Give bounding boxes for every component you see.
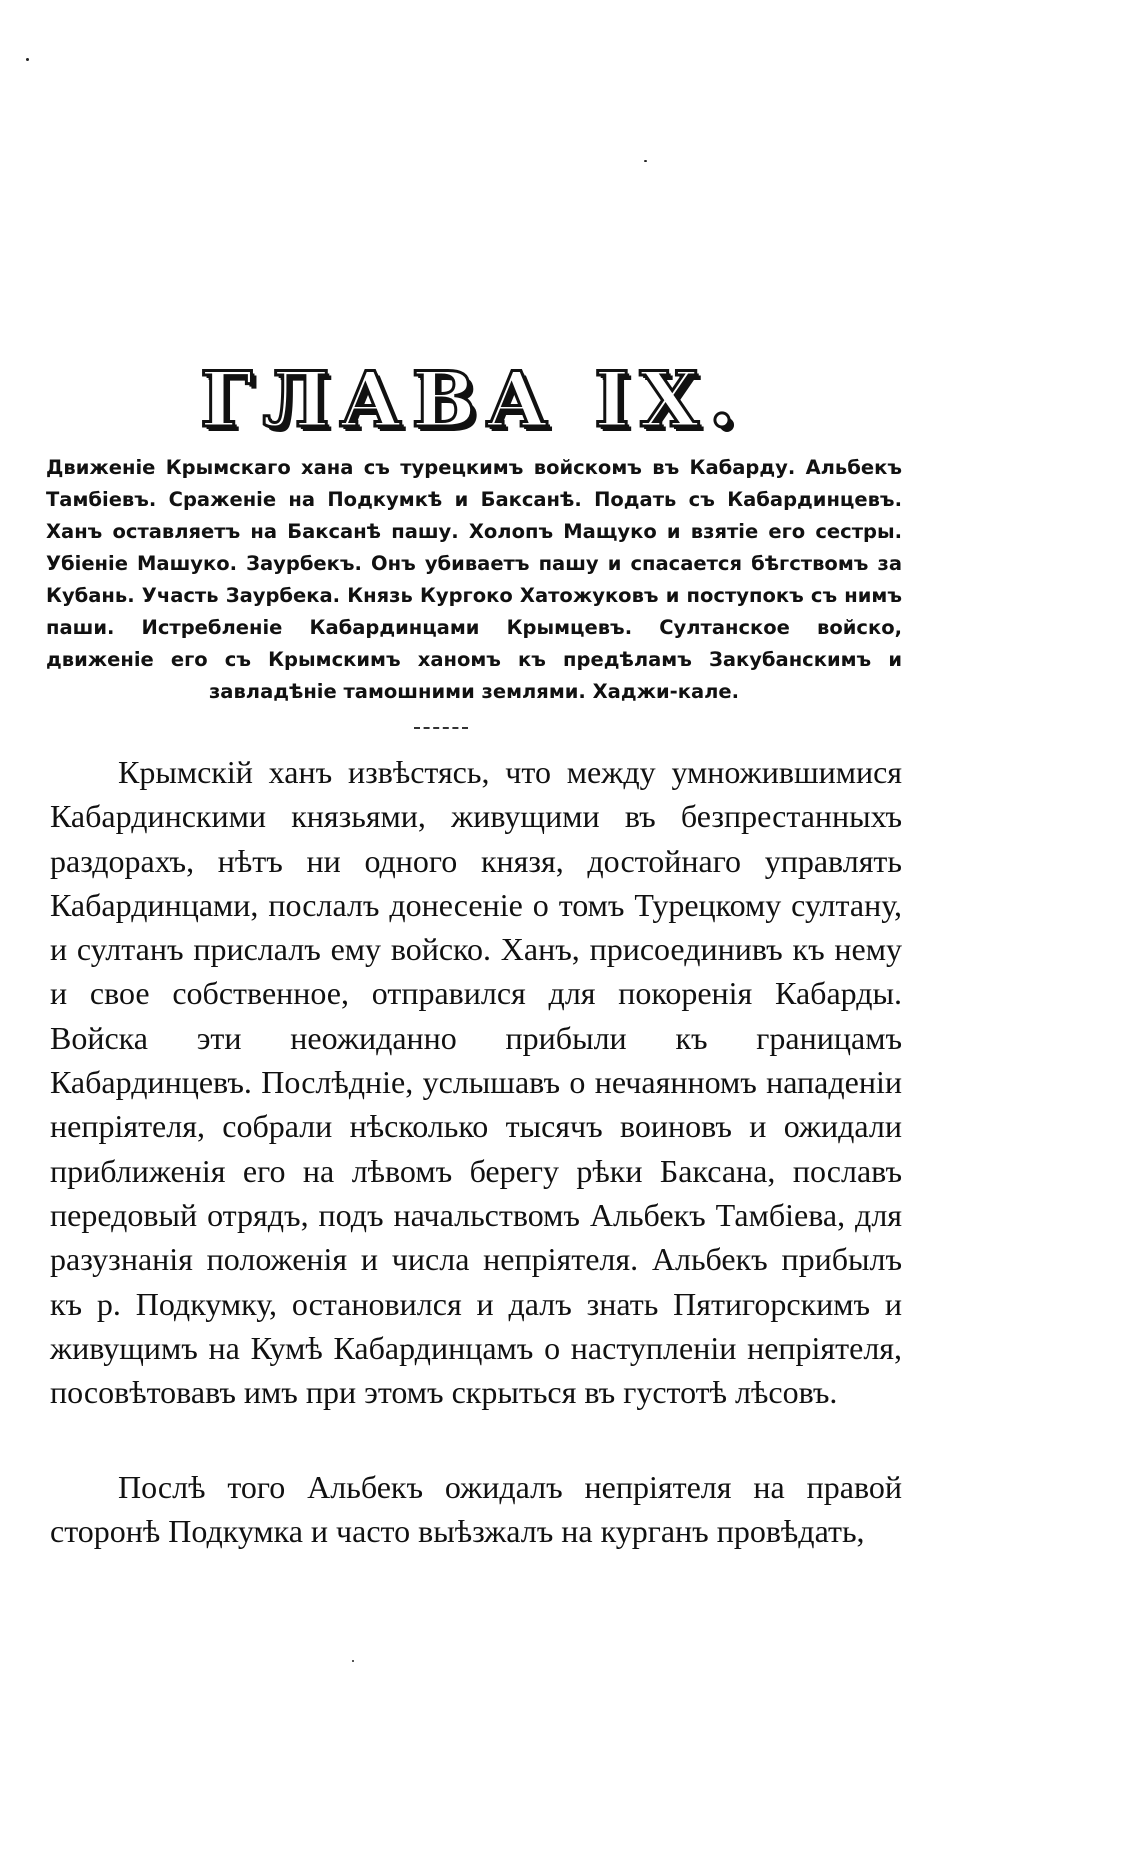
print-speck [352,1660,354,1662]
print-speck [26,58,29,61]
print-speck [644,160,647,162]
chapter-title: ГЛАВА IX. [200,355,746,444]
body-paragraph: Крымскій ханъ извѣстясь, что между умножившимися Кабардинскими князьями, живущими въ безпрестанныхъ раздорахъ, нѣтъ ни одного князя, достойнаго управлять Кабардинцами, послалъ донесеніе о томъ Турецкому султану, и султанъ прислалъ ему войско. Ханъ, присоединивъ къ нему и свое собственное, отправился для покоренія Кабарды. Войска эти неожиданно прибыли къ границамъ Кабардинцевъ. Послѣдніе, услышавъ о нечаянномъ нападеніи непріятеля, собрали нѣсколько тысячъ воиновъ и ожидали приближенія его на лѣвомъ берегу рѣки Баксана, пославъ передовый отрядъ, подъ начальствомъ Альбекъ Тамбіева, для разузнанія положенія и числа непріятеля. Альбекъ прибылъ къ р. Подкумку, остановился и далъ знать Пятигорскимъ и живущимъ на Кумѣ Кабардинцамъ о наступленіи непріятеля, посовѣтовавъ имъ при этомъ скрыться въ густотѣ лѣсовъ. [50,754,902,1411]
body-paragraph: Послѣ того Альбекъ ожидалъ непріятеля на правой сторонѣ Подкумка и часто выѣзжалъ на курганъ провѣдать, [50,1469,902,1550]
section-divider [414,727,468,729]
chapter-summary: Движеніе Крымскаго хана съ турецкимъ войскомъ въ Кабарду. Альбекъ Тамбіевъ. Сраженіе на Подкумкѣ и Баксанѣ. Подать съ Кабардинцевъ. Ханъ оставляетъ на Баксанѣ пашу. Холопъ Мащуко и взятіе его сестры. Убіеніе Машуко. Заурбекъ. Онъ убиваетъ пашу и спасается бѣгствомъ за Кубань. Участь Заурбека. Князь Кургоко Хатожуковъ и поступокъ съ нимъ паши. Истребленіе Кабардинцами Крымцевъ. Султанское войско, движеніе его съ Крымскимъ ханомъ къ предѣламъ Закубанскимъ и завладѣніе тамошними землями. Хаджи-кале. [46,456,902,703]
